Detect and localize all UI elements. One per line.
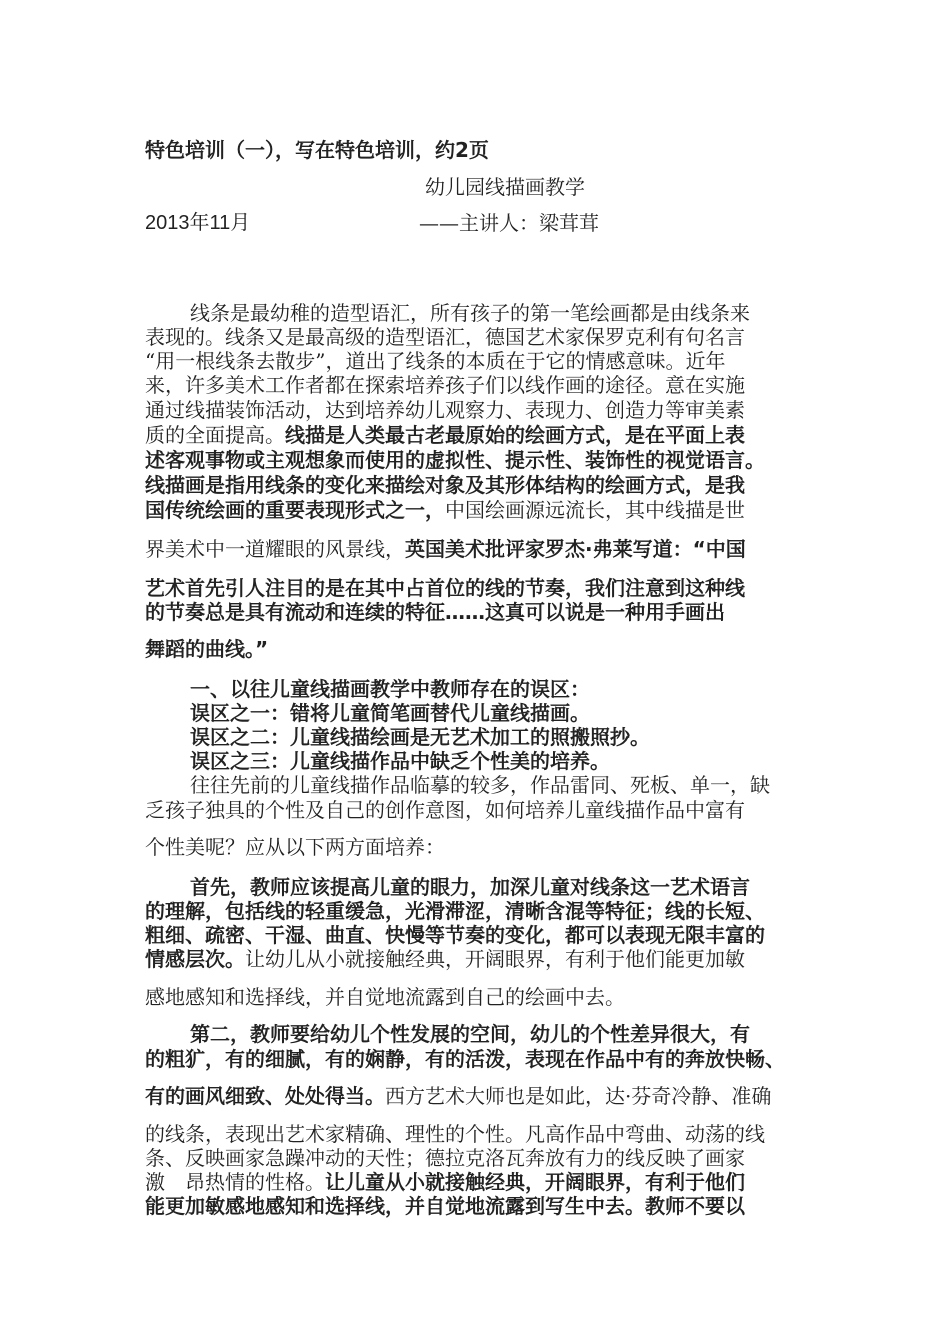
- body-text: 激 昂热情的性格。: [145, 1170, 325, 1194]
- body-text-bold: 线描是人类最古老最原始的绘画方式，是在平面上表: [285, 423, 745, 447]
- body-line-bold: 的粗犷，有的细腻，有的娴静，有的活泼，表现在作品中有的奔放快畅、: [145, 1047, 785, 1071]
- body-text: 中国绘画源远流长，其中线描是世: [445, 498, 745, 522]
- body-line: [145, 497, 745, 523]
- body-text: 界美术中一道耀眼的风景线，: [145, 537, 405, 561]
- body-line: 通过线描装饰活动，达到培养幼儿观察力、表现力、创造力等审美素: [145, 398, 745, 422]
- doc-date: 2013年11月: [145, 212, 251, 234]
- body-text: 西方艺术大师也是如此，达·芬奇冷静、准确: [385, 1084, 772, 1108]
- body-line-bold: 艺术首先引人注目的是在其中占首位的线的节奏，我们注意到这种线: [145, 576, 745, 600]
- body-line: 表现的。线条又是最高级的造型语汇，德国艺术家保罗克利有句名言: [145, 325, 745, 349]
- body-text: 质的全面提高。: [145, 423, 285, 447]
- body-line-bold: 粗细、疏密、干湿、曲直、快慢等节奏的变化，都可以表现无限丰富的: [145, 923, 765, 947]
- body-line-bold: 的节奏总是具有流动和连续的特征……这真可以说是一种用手画出: [145, 600, 725, 624]
- body-line: 感地感知和选择线，并自觉地流露到自己的绘画中去。: [145, 985, 625, 1009]
- body-text: 让幼儿从小就接触经典，开阔眼界，有利于他们能更加敏: [245, 947, 745, 971]
- body-line: 往往先前的儿童线描作品临摹的较多，作品雷同、死板、单一，缺: [190, 773, 770, 797]
- body-line: [145, 1169, 745, 1195]
- body-text-bold: 让儿童从小就接触经典，开阔眼界，有利于他们: [325, 1170, 745, 1194]
- misconception-item: 误区之二：儿童线描绘画是无艺术加工的照搬照抄。: [190, 725, 650, 749]
- body-line: 的线条，表现出艺术家精确、理性的个性。凡高作品中弯曲、动荡的线: [145, 1122, 765, 1146]
- doc-speaker: ——主讲人：梁茸茸: [419, 211, 599, 235]
- body-line: 条、反映画家急躁冲动的天性；德拉克洛瓦奔放有力的线反映了画家: [145, 1146, 745, 1170]
- body-line: [145, 422, 745, 448]
- body-line: 来，许多美术工作者都在探索培养孩子们以线作画的途径。意在实施: [145, 373, 745, 397]
- body-line-bold: 舞蹈的曲线。”: [145, 637, 269, 661]
- body-line: [145, 1083, 771, 1109]
- body-line: 个性美呢？应从以下两方面培养：: [145, 835, 445, 859]
- body-text-bold: 情感层次。: [145, 947, 245, 971]
- doc-title: 特色培训（一），写在特色培训，约2页: [145, 138, 489, 162]
- body-line-bold: 首先，教师应该提高儿童的眼力，加深儿童对线条这一艺术语言: [190, 875, 750, 899]
- body-line-bold: 述客观事物或主观想象而使用的虚拟性、提示性、装饰性的视觉语言。: [145, 448, 765, 472]
- body-line: [145, 946, 745, 972]
- body-line-bold: 的理解，包括线的轻重缓急，光滑滞涩，清晰含混等特征；线的长短、: [145, 899, 765, 923]
- body-line: “用一根线条去散步”，道出了线条的本质在于它的情感意味。近年: [145, 349, 726, 373]
- body-text-bold: 国传统绘画的重要表现形式之一，: [145, 498, 445, 522]
- body-text-bold: 有的画风细致、处处得当。: [145, 1084, 385, 1108]
- body-line: 乏孩子独具的个性及自己的创作意图，如何培养儿童线描作品中富有: [145, 798, 745, 822]
- body-line: 线条是最幼稚的造型语汇，所有孩子的第一笔绘画都是由线条来: [190, 301, 750, 325]
- misconception-item: 误区之三：儿童线描作品中缺乏个性美的培养。: [190, 749, 610, 773]
- section-heading: 一、以往儿童线描画教学中教师存在的误区：: [190, 677, 590, 701]
- body-line: [145, 536, 746, 562]
- misconception-item: 误区之一：错将儿童简笔画替代儿童线描画。: [190, 701, 590, 725]
- body-text-bold: 英国美术批评家罗杰·弗莱写道：“中国: [405, 537, 746, 561]
- body-line-bold: 第二，教师要给幼儿个性发展的空间，幼儿的个性差异很大，有: [190, 1022, 750, 1046]
- body-line-bold: 线描画是指用线条的变化来描绘对象及其形体结构的绘画方式，是我: [145, 473, 745, 497]
- body-line-bold: 能更加敏感地感知和选择线，并自觉地流露到写生中去。教师不要以: [145, 1194, 745, 1218]
- doc-subtitle: 幼儿园线描画教学: [425, 175, 585, 199]
